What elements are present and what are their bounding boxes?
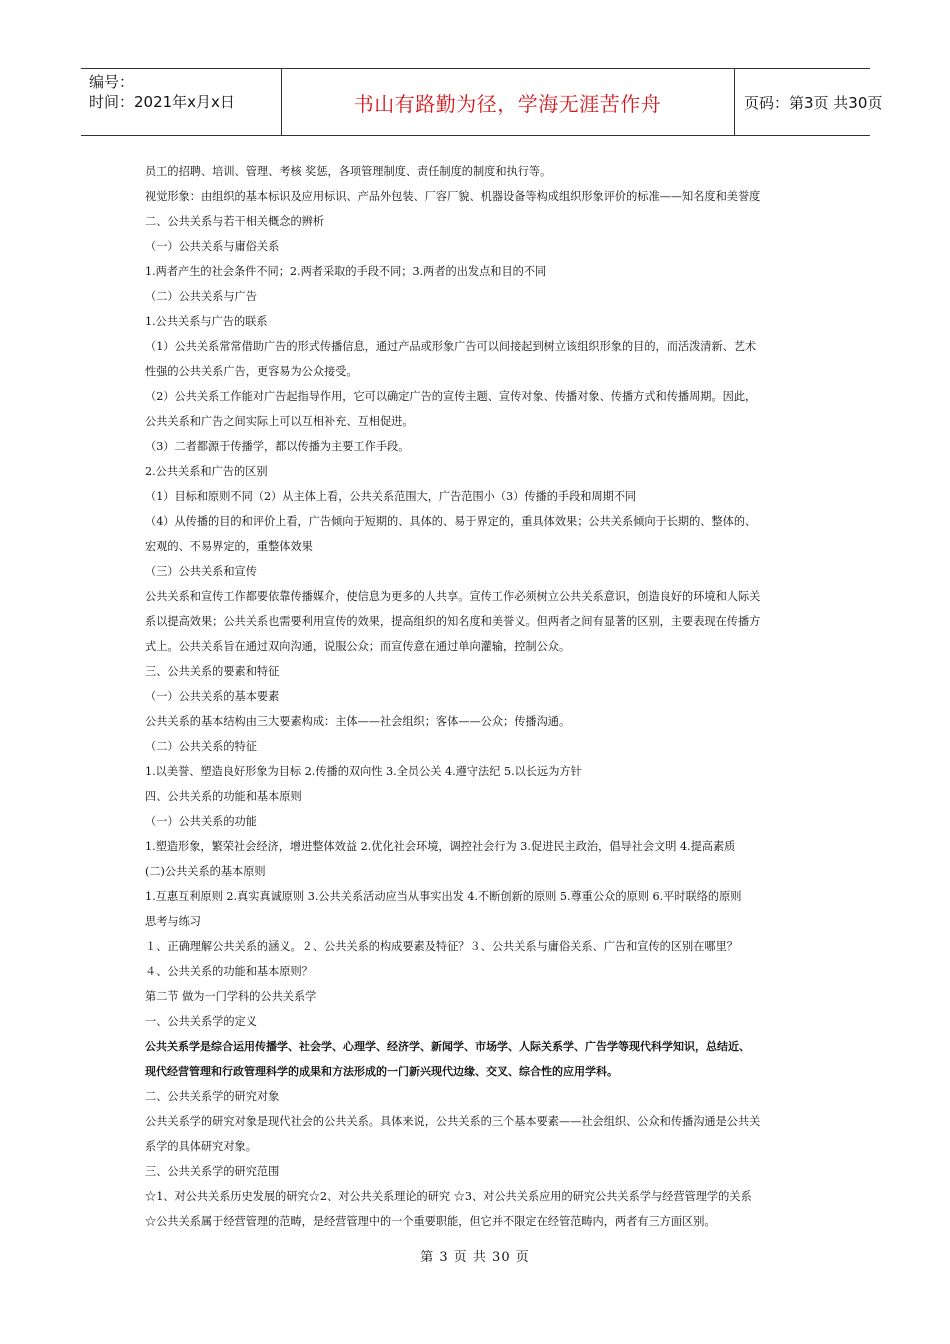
subsection-heading: （二）公共关系的特征: [145, 740, 257, 753]
body-line: 性强的公共关系广告，更容易为公众接受。: [145, 365, 358, 378]
body-line: 1.以美誉、塑造良好形象为目标 2.传播的双向性 3.全员公关 4.遵守法纪 5.以长远为方针: [145, 765, 582, 778]
body-line: 宏观的、不易界定的，重整体效果: [145, 540, 313, 553]
subsection-heading: （一）公共关系的功能: [145, 815, 257, 828]
body-line: 1.互惠互利原则 2.真实真诚原则 3.公共关系活动应当从事实出发 4.不断创新的原则 5.尊重公众的原则 6.平时联络的原则: [145, 890, 742, 903]
body-line: ☆公共关系属于经营管理的范畴，是经营管理中的一个重要职能，但它并不限定在经管范畴内，两者有三方面区别。: [145, 1215, 716, 1228]
body-line: 公共关系学的研究对象是现代社会的公共关系。具体来说，公共关系的三个基本要素——社会组织、公众和传播沟通是公共关: [145, 1115, 761, 1128]
body-line: 员工的招聘、培训、管理、考核 奖惩，各项管理制度、责任制度的制度和执行等。: [145, 165, 552, 178]
body-line: 系学的具体研究对象。: [145, 1140, 257, 1153]
section-heading: 一、公共关系学的定义: [145, 1015, 257, 1028]
document-time-label: 时间：2021年x月x日: [89, 93, 235, 111]
header-page-cell: [734, 69, 883, 135]
definition-line: 公共关系学是综合运用传播学、社会学、心理学、经济学、新闻学、市场学、人际关系学、广告学等现代科学知识，总结近、: [145, 1040, 750, 1053]
section-heading: 思考与练习: [145, 915, 201, 928]
subsection-heading: （一）公共关系的基本要素: [145, 690, 280, 703]
body-line: 视觉形象：由组织的基本标识及应用标识、产品外包装、厂容厂貌、机器设备等构成组织形象评价的标准——知名度和美誉度: [145, 190, 761, 203]
motto-text: 书山有路勤为径，学海无涯苦作舟: [353, 91, 662, 116]
body-line: 公共关系和广告之间实际上可以互相补充、互相促进。: [145, 415, 414, 428]
body-line: 系以提高效果；公共关系也需要利用宣传的效果，提高组织的知名度和美誉义。但两者之间有显著的区别，主要表现在传播方: [145, 615, 761, 628]
section-heading: 三、公共关系学的研究范围: [145, 1165, 280, 1178]
document-header: [81, 68, 883, 136]
body-line: 1.塑造形象，繁荣社会经济，增进整体效益 2.优化社会环境，调控社会行为 3.促进民主政治，倡导社会文明 4.提高素质: [145, 840, 736, 853]
subsection-heading: （二）公共关系与广告: [145, 290, 257, 303]
body-line: ☆1、对公共关系历史发展的研究☆2、对公共关系理论的研究 ☆3、对公共关系应用的研究公共关系学与经营管理学的关系: [145, 1190, 752, 1203]
chapter-heading: 第二节 做为一门学科的公共关系学: [145, 990, 317, 1003]
body-line: （1）公共关系常常借助广告的形式传播信息，通过产品或形象广告可以间接起到树立该组织形象的目的，而活泼清新、艺术: [145, 340, 757, 353]
body-line: （1）目标和原则不同（2）从主体上看，公共关系范围大，广告范围小（3）传播的手段和周期不同: [145, 490, 637, 503]
section-heading: 二、公共关系与若干相关概念的辨析: [145, 215, 325, 228]
body-line: （2）公共关系工作能对广告起指导作用，它可以确定广告的宣传主题、宣传对象、传播对象、传播方式和传播周期。因此，: [145, 390, 757, 403]
body-line: （4）从传播的目的和评价上看，广告倾向于短期的、具体的、易于界定的，重具体效果；公共关系倾向于长期的、整体的、: [145, 515, 757, 528]
body-line: （3）二者都源于传播学，都以传播为主要工作手段。: [145, 440, 410, 453]
body-line: ４、公共关系的功能和基本原则？: [145, 965, 313, 978]
subsection-heading: （一）公共关系与庸俗关系: [145, 240, 280, 253]
subsection-heading: （三）公共关系和宣传: [145, 565, 257, 578]
document-number-label: 编号：: [89, 73, 135, 91]
body-line: １、正确理解公共关系的涵义。２、公共关系的构成要素及特征？３、公共关系与庸俗关系、广告和宣传的区别在哪里？: [145, 940, 738, 953]
body-line: 2.公共关系和广告的区别: [145, 465, 268, 478]
page-footer: 第 3 页 共 30 页: [420, 1250, 530, 1265]
section-heading: 二、公共关系学的研究对象: [145, 1090, 280, 1103]
header-motto-cell: [281, 69, 735, 135]
body-line: 公共关系的基本结构由三大要素构成：主体——社会组织；客体——公众；传播沟通。: [145, 715, 571, 728]
subsection-heading: (二)公共关系的基本原则: [145, 865, 266, 878]
section-heading: 四、公共关系的功能和基本原则: [145, 790, 302, 803]
body-line: 1.两者产生的社会条件不同；2.两者采取的手段不同；3.两者的出发点和目的不同: [145, 265, 547, 278]
definition-line: 现代经营管理和行政管理科学的成果和方法形成的一门新兴现代边缘、交叉、综合性的应用学科。: [145, 1065, 618, 1078]
body-line: 1.公共关系与广告的联系: [145, 315, 268, 328]
document-body: [145, 159, 810, 1234]
body-line: 式上。公共关系旨在通过双向沟通，说服公众；而宣传意在通过单向灌输，控制公众。: [145, 640, 571, 653]
body-line: 公共关系和宣传工作都要依靠传播媒介，使信息为更多的人共享。宣传工作必须树立公共关系意识，创造良好的环境和人际关: [145, 590, 761, 603]
page-code-text: 页码：第3页 共30页: [744, 93, 883, 112]
section-heading: 三、公共关系的要素和特征: [145, 665, 280, 678]
header-info-cell: [81, 69, 282, 135]
